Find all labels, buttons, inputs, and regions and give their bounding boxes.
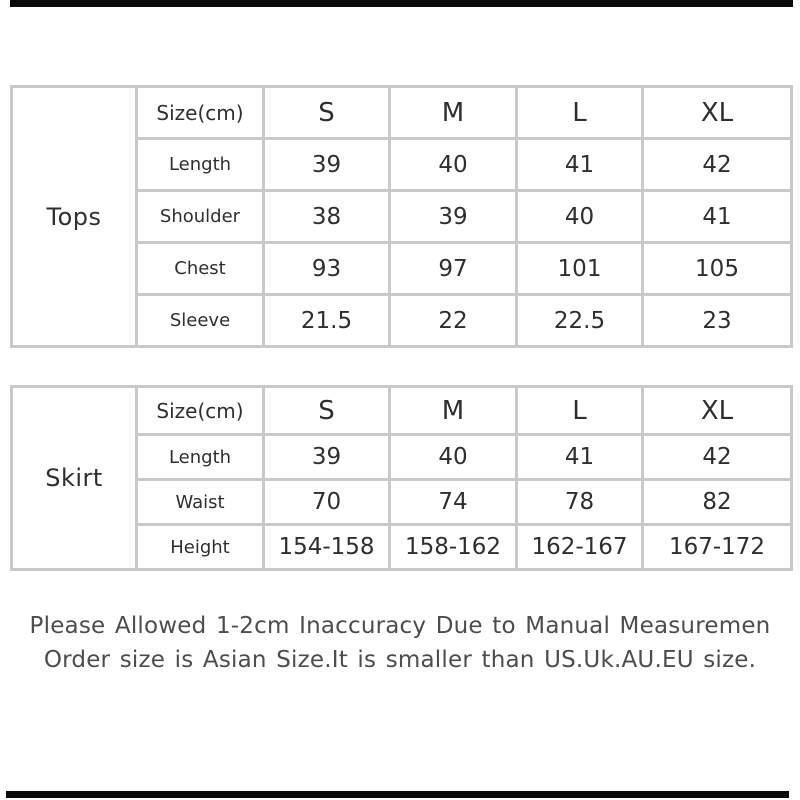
value-cell: 40 (390, 435, 517, 480)
value-cell: 74 (390, 480, 517, 525)
column-header-s: S (264, 87, 390, 139)
row-label: Length (137, 139, 264, 191)
skirt-size-table (10, 385, 793, 571)
value-cell: 22.5 (517, 295, 643, 347)
row-label: Sleeve (137, 295, 264, 347)
measurement-disclaimer (0, 609, 800, 677)
column-header-size-cm: Size(cm) (137, 87, 264, 139)
value-cell: 93 (264, 243, 390, 295)
row-label: Length (137, 435, 264, 480)
column-header-l: L (517, 387, 643, 435)
value-cell: 40 (517, 191, 643, 243)
category-cell-skirt: Skirt (12, 387, 137, 570)
value-cell: 41 (517, 435, 643, 480)
value-cell: 105 (643, 243, 792, 295)
value-cell: 39 (264, 139, 390, 191)
column-header-m: M (390, 87, 517, 139)
value-cell: 158-162 (390, 525, 517, 570)
tops-size-table (10, 85, 793, 348)
row-label: Waist (137, 480, 264, 525)
value-cell: 38 (264, 191, 390, 243)
value-cell: 78 (517, 480, 643, 525)
column-header-l: L (517, 87, 643, 139)
disclaimer-line-2: Order size is Asian Size.It is smaller than US.Uk.AU.EU size. (43, 647, 757, 673)
value-cell: 41 (517, 139, 643, 191)
value-cell: 42 (643, 435, 792, 480)
column-header-m: M (390, 387, 517, 435)
column-header-size-cm: Size(cm) (137, 387, 264, 435)
value-cell: 21.5 (264, 295, 390, 347)
value-cell: 82 (643, 480, 792, 525)
column-header-s: S (264, 387, 390, 435)
value-cell: 162-167 (517, 525, 643, 570)
row-label: Shoulder (137, 191, 264, 243)
value-cell: 167-172 (643, 525, 792, 570)
value-cell: 23 (643, 295, 792, 347)
top-frame-bar (10, 0, 793, 7)
column-header-xl: XL (643, 387, 792, 435)
value-cell: 42 (643, 139, 792, 191)
row-label: Chest (137, 243, 264, 295)
value-cell: 22 (390, 295, 517, 347)
category-cell-tops: Tops (12, 87, 137, 347)
value-cell: 40 (390, 139, 517, 191)
value-cell: 154-158 (264, 525, 390, 570)
value-cell: 41 (643, 191, 792, 243)
value-cell: 70 (264, 480, 390, 525)
column-header-xl: XL (643, 87, 792, 139)
bottom-frame-bar (6, 791, 789, 798)
value-cell: 97 (390, 243, 517, 295)
row-label: Height (137, 525, 264, 570)
value-cell: 39 (390, 191, 517, 243)
value-cell: 39 (264, 435, 390, 480)
disclaimer-line-1: Please Allowed 1-2cm Inaccuracy Due to Manual Measuremen (29, 613, 771, 639)
value-cell: 101 (517, 243, 643, 295)
